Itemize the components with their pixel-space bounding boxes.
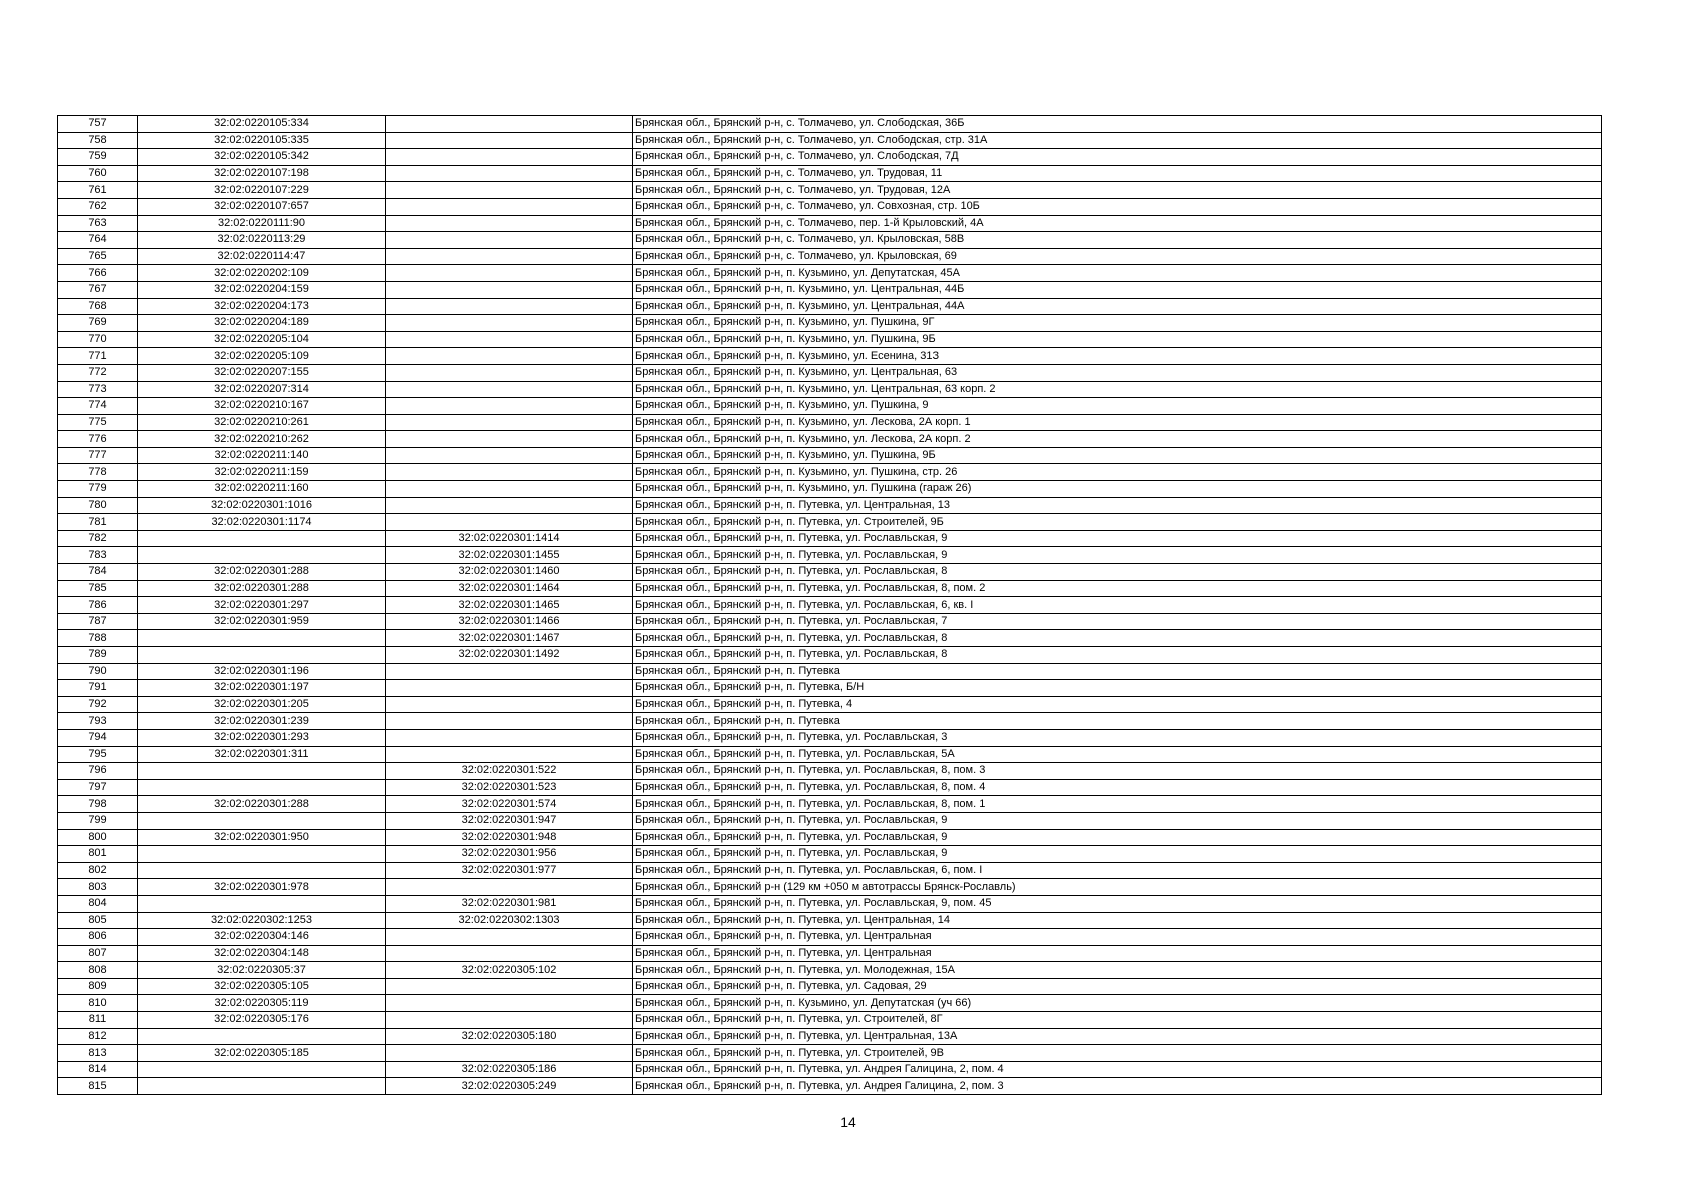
table-row: [58, 895, 1602, 912]
table-row: [58, 331, 1602, 348]
row-number-cell: 808: [58, 962, 138, 979]
building-cadastral-cell: 32:02:0220301:293: [138, 729, 386, 746]
building-cadastral-cell: 32:02:0220305:37: [138, 962, 386, 979]
row-number-cell: 781: [58, 514, 138, 531]
row-number-cell: 802: [58, 862, 138, 879]
row-number-cell: 797: [58, 779, 138, 796]
address-cell: Брянская обл., Брянский р-н, п. Путевка, ул. Рославльская, 8, пом. 3: [633, 763, 1602, 780]
table-row: [58, 613, 1602, 630]
address-cell: Брянская обл., Брянский р-н, п. Путевка, ул. Рославльская, 8: [633, 564, 1602, 581]
address-cell: Брянская обл., Брянский р-н, п. Кузьмино, ул. Пушкина, 9Б: [633, 447, 1602, 464]
address-cell: Брянская обл., Брянский р-н, п. Путевка, ул. Молодежная, 15А: [633, 962, 1602, 979]
row-number-cell: 794: [58, 729, 138, 746]
building-cadastral-cell: 32:02:0220305:105: [138, 978, 386, 995]
row-number-cell: 758: [58, 132, 138, 149]
table-row: [58, 879, 1602, 896]
row-number-cell: 767: [58, 281, 138, 298]
table-row: [58, 812, 1602, 829]
premises-cadastral-cell: [386, 696, 633, 713]
table-row: [58, 929, 1602, 946]
address-cell: Брянская обл., Брянский р-н, п. Кузьмино, ул. Депутатская, 45А: [633, 265, 1602, 282]
table-body: [58, 116, 1602, 1095]
address-cell: Брянская обл., Брянский р-н, п. Путевка, ул. Рославльская, 6, пом. I: [633, 862, 1602, 879]
table-row: [58, 132, 1602, 149]
premises-cadastral-cell: 32:02:0220301:1465: [386, 597, 633, 614]
row-number-cell: 772: [58, 364, 138, 381]
row-number-cell: 803: [58, 879, 138, 896]
building-cadastral-cell: 32:02:0220305:185: [138, 1045, 386, 1062]
row-number-cell: 761: [58, 182, 138, 199]
table-row: [58, 962, 1602, 979]
building-cadastral-cell: 32:02:0220113:29: [138, 232, 386, 249]
address-cell: Брянская обл., Брянский р-н, п. Путевка: [633, 663, 1602, 680]
premises-cadastral-cell: [386, 232, 633, 249]
building-cadastral-cell: 32:02:0220114:47: [138, 248, 386, 265]
building-cadastral-cell: [138, 530, 386, 547]
row-number-cell: 785: [58, 580, 138, 597]
row-number-cell: 783: [58, 547, 138, 564]
address-cell: Брянская обл., Брянский р-н, п. Путевка, ул. Рославльская, 9: [633, 846, 1602, 863]
address-cell: Брянская обл., Брянский р-н, п. Путевка, ул. Садовая, 29: [633, 978, 1602, 995]
row-number-cell: 774: [58, 398, 138, 415]
row-number-cell: 811: [58, 1012, 138, 1029]
premises-cadastral-cell: [386, 265, 633, 282]
building-cadastral-cell: 32:02:0220305:119: [138, 995, 386, 1012]
premises-cadastral-cell: [386, 315, 633, 332]
table-row: [58, 945, 1602, 962]
address-cell: Брянская обл., Брянский р-н, п. Путевка, Б/Н: [633, 680, 1602, 697]
table-row: [58, 564, 1602, 581]
row-number-cell: 793: [58, 713, 138, 730]
address-cell: Брянская обл., Брянский р-н, п. Путевка, ул. Центральная, 13А: [633, 1028, 1602, 1045]
table-row: [58, 348, 1602, 365]
premises-cadastral-cell: [386, 995, 633, 1012]
premises-cadastral-cell: [386, 713, 633, 730]
building-cadastral-cell: 32:02:0220204:189: [138, 315, 386, 332]
table-row: [58, 630, 1602, 647]
row-number-cell: 815: [58, 1078, 138, 1095]
row-number-cell: 773: [58, 381, 138, 398]
address-cell: Брянская обл., Брянский р-н, п. Путевка, ул. Рославльская, 8, пом. 4: [633, 779, 1602, 796]
address-cell: Брянская обл., Брянский р-н, п. Кузьмино, ул. Лескова, 2А корп. 1: [633, 414, 1602, 431]
table-row: [58, 779, 1602, 796]
address-cell: Брянская обл., Брянский р-н, п. Путевка, ул. Рославльская, 8, пом. 2: [633, 580, 1602, 597]
row-number-cell: 762: [58, 198, 138, 215]
address-cell: Брянская обл., Брянский р-н, п. Путевка: [633, 713, 1602, 730]
table-row: [58, 497, 1602, 514]
premises-cadastral-cell: [386, 116, 633, 133]
row-number-cell: 776: [58, 431, 138, 448]
premises-cadastral-cell: 32:02:0220301:948: [386, 829, 633, 846]
premises-cadastral-cell: [386, 381, 633, 398]
building-cadastral-cell: 32:02:0220301:205: [138, 696, 386, 713]
building-cadastral-cell: 32:02:0220301:297: [138, 597, 386, 614]
address-cell: Брянская обл., Брянский р-н, п. Путевка, ул. Центральная, 13: [633, 497, 1602, 514]
building-cadastral-cell: 32:02:0220304:148: [138, 945, 386, 962]
row-number-cell: 809: [58, 978, 138, 995]
table-row: [58, 198, 1602, 215]
premises-cadastral-cell: [386, 364, 633, 381]
table-row: [58, 1045, 1602, 1062]
premises-cadastral-cell: [386, 398, 633, 415]
premises-cadastral-cell: 32:02:0220301:977: [386, 862, 633, 879]
premises-cadastral-cell: 32:02:0220301:1466: [386, 613, 633, 630]
address-cell: Брянская обл., Брянский р-н, п. Путевка, ул. Строителей, 9В: [633, 1045, 1602, 1062]
premises-cadastral-cell: 32:02:0220301:574: [386, 796, 633, 813]
building-cadastral-cell: 32:02:0220204:173: [138, 298, 386, 315]
row-number-cell: 806: [58, 929, 138, 946]
premises-cadastral-cell: [386, 746, 633, 763]
table-row: [58, 1061, 1602, 1078]
row-number-cell: 795: [58, 746, 138, 763]
row-number-cell: 787: [58, 613, 138, 630]
address-cell: Брянская обл., Брянский р-н, п. Кузьмино, ул. Пушкина (гараж 26): [633, 481, 1602, 498]
row-number-cell: 760: [58, 165, 138, 182]
table-row: [58, 978, 1602, 995]
address-cell: Брянская обл., Брянский р-н, п. Кузьмино, ул. Лескова, 2А корп. 2: [633, 431, 1602, 448]
premises-cadastral-cell: [386, 680, 633, 697]
table-row: [58, 398, 1602, 415]
address-cell: Брянская обл., Брянский р-н, с. Толмачево, ул. Слободская, 7Д: [633, 149, 1602, 166]
table-row: [58, 763, 1602, 780]
building-cadastral-cell: [138, 763, 386, 780]
row-number-cell: 784: [58, 564, 138, 581]
row-number-cell: 779: [58, 481, 138, 498]
premises-cadastral-cell: [386, 132, 633, 149]
address-cell: Брянская обл., Брянский р-н, п. Кузьмино, ул. Пушкина, 9Б: [633, 331, 1602, 348]
table-row: [58, 481, 1602, 498]
row-number-cell: 804: [58, 895, 138, 912]
building-cadastral-cell: 32:02:0220301:288: [138, 580, 386, 597]
premises-cadastral-cell: [386, 281, 633, 298]
building-cadastral-cell: [138, 862, 386, 879]
row-number-cell: 766: [58, 265, 138, 282]
premises-cadastral-cell: [386, 464, 633, 481]
table-row: [58, 265, 1602, 282]
address-cell: Брянская обл., Брянский р-н, п. Кузьмино, ул. Пушкина, стр. 26: [633, 464, 1602, 481]
row-number-cell: 780: [58, 497, 138, 514]
address-cell: Брянская обл., Брянский р-н, с. Толмачево, ул. Трудовая, 12А: [633, 182, 1602, 199]
premises-cadastral-cell: 32:02:0220302:1303: [386, 912, 633, 929]
address-cell: Брянская обл., Брянский р-н, п. Путевка, ул. Рославльская, 8: [633, 630, 1602, 647]
row-number-cell: 763: [58, 215, 138, 232]
building-cadastral-cell: [138, 1061, 386, 1078]
address-cell: Брянская обл., Брянский р-н, п. Путевка, ул. Рославльская, 5А: [633, 746, 1602, 763]
building-cadastral-cell: 32:02:0220210:167: [138, 398, 386, 415]
row-number-cell: 812: [58, 1028, 138, 1045]
row-number-cell: 801: [58, 846, 138, 863]
table-row: [58, 862, 1602, 879]
table-row: [58, 298, 1602, 315]
address-cell: Брянская обл., Брянский р-н, с. Толмачево, пер. 1-й Крыловский, 4А: [633, 215, 1602, 232]
address-cell: Брянская обл., Брянский р-н, п. Путевка, ул. Рославльская, 8: [633, 647, 1602, 664]
table-row: [58, 149, 1602, 166]
table-row: [58, 182, 1602, 199]
premises-cadastral-cell: [386, 198, 633, 215]
premises-cadastral-cell: [386, 481, 633, 498]
address-cell: Брянская обл., Брянский р-н, п. Путевка, ул. Андрея Галицина, 2, пом. 4: [633, 1061, 1602, 1078]
premises-cadastral-cell: [386, 497, 633, 514]
row-number-cell: 799: [58, 812, 138, 829]
building-cadastral-cell: 32:02:0220205:109: [138, 348, 386, 365]
table-row: [58, 647, 1602, 664]
address-cell: Брянская обл., Брянский р-н, с. Толмачево, ул. Трудовая, 11: [633, 165, 1602, 182]
premises-cadastral-cell: [386, 348, 633, 365]
building-cadastral-cell: 32:02:0220301:197: [138, 680, 386, 697]
row-number-cell: 789: [58, 647, 138, 664]
address-cell: Брянская обл., Брянский р-н, п. Путевка, ул. Рославльская, 6, кв. I: [633, 597, 1602, 614]
building-cadastral-cell: 32:02:0220301:959: [138, 613, 386, 630]
row-number-cell: 796: [58, 763, 138, 780]
building-cadastral-cell: 32:02:0220210:262: [138, 431, 386, 448]
building-cadastral-cell: 32:02:0220107:198: [138, 165, 386, 182]
table-row: [58, 696, 1602, 713]
table-row: [58, 165, 1602, 182]
building-cadastral-cell: 32:02:0220207:314: [138, 381, 386, 398]
premises-cadastral-cell: [386, 879, 633, 896]
table-row: [58, 829, 1602, 846]
cadastral-table: [57, 115, 1602, 1095]
premises-cadastral-cell: [386, 248, 633, 265]
address-cell: Брянская обл., Брянский р-н, п. Путевка, 4: [633, 696, 1602, 713]
building-cadastral-cell: 32:02:0220301:311: [138, 746, 386, 763]
address-cell: Брянская обл., Брянский р-н, п. Кузьмино, ул. Есенина, 31З: [633, 348, 1602, 365]
address-cell: Брянская обл., Брянский р-н, п. Кузьмино, ул. Депутатская (уч 66): [633, 995, 1602, 1012]
table-row: [58, 447, 1602, 464]
premises-cadastral-cell: [386, 447, 633, 464]
table-row: [58, 215, 1602, 232]
table-row: [58, 281, 1602, 298]
premises-cadastral-cell: [386, 215, 633, 232]
row-number-cell: 786: [58, 597, 138, 614]
row-number-cell: 770: [58, 331, 138, 348]
premises-cadastral-cell: [386, 414, 633, 431]
address-cell: Брянская обл., Брянский р-н, п. Путевка, ул. Строителей, 9Б: [633, 514, 1602, 531]
address-cell: Брянская обл., Брянский р-н, п. Кузьмино, ул. Центральная, 44Б: [633, 281, 1602, 298]
table-row: [58, 248, 1602, 265]
building-cadastral-cell: 32:02:0220105:334: [138, 116, 386, 133]
address-cell: Брянская обл., Брянский р-н, п. Путевка, ул. Андрея Галицина, 2, пом. 3: [633, 1078, 1602, 1095]
row-number-cell: 813: [58, 1045, 138, 1062]
table-row: [58, 1028, 1602, 1045]
row-number-cell: 800: [58, 829, 138, 846]
premises-cadastral-cell: [386, 978, 633, 995]
building-cadastral-cell: [138, 895, 386, 912]
table-row: [58, 912, 1602, 929]
building-cadastral-cell: 32:02:0220301:1016: [138, 497, 386, 514]
premises-cadastral-cell: [386, 149, 633, 166]
address-cell: Брянская обл., Брянский р-н, п. Путевка, ул. Центральная, 14: [633, 912, 1602, 929]
table-row: [58, 597, 1602, 614]
address-cell: Брянская обл., Брянский р-н, п. Путевка, ул. Рославльская, 7: [633, 613, 1602, 630]
building-cadastral-cell: 32:02:0220304:146: [138, 929, 386, 946]
building-cadastral-cell: 32:02:0220107:657: [138, 198, 386, 215]
building-cadastral-cell: 32:02:0220105:342: [138, 149, 386, 166]
building-cadastral-cell: 32:02:0220202:109: [138, 265, 386, 282]
row-number-cell: 807: [58, 945, 138, 962]
building-cadastral-cell: 32:02:0220107:229: [138, 182, 386, 199]
page-number: 14: [840, 1114, 856, 1130]
address-cell: Брянская обл., Брянский р-н, п. Кузьмино, ул. Центральная, 44А: [633, 298, 1602, 315]
address-cell: Брянская обл., Брянский р-н, п. Путевка, ул. Рославльская, 9: [633, 812, 1602, 829]
premises-cadastral-cell: [386, 165, 633, 182]
address-cell: Брянская обл., Брянский р-н, п. Путевка, ул. Рославльская, 9: [633, 530, 1602, 547]
premises-cadastral-cell: [386, 945, 633, 962]
address-cell: Брянская обл., Брянский р-н, п. Путевка, ул. Рославльская, 9: [633, 829, 1602, 846]
premises-cadastral-cell: 32:02:0220301:1467: [386, 630, 633, 647]
row-number-cell: 805: [58, 912, 138, 929]
building-cadastral-cell: 32:02:0220302:1253: [138, 912, 386, 929]
table-row: [58, 796, 1602, 813]
premises-cadastral-cell: 32:02:0220301:1455: [386, 547, 633, 564]
premises-cadastral-cell: 32:02:0220301:1464: [386, 580, 633, 597]
premises-cadastral-cell: [386, 663, 633, 680]
address-cell: Брянская обл., Брянский р-н, с. Толмачево, ул. Совхозная, стр. 10Б: [633, 198, 1602, 215]
address-cell: Брянская обл., Брянский р-н, п. Путевка, ул. Рославльская, 8, пом. 1: [633, 796, 1602, 813]
address-cell: Брянская обл., Брянский р-н, п. Путевка, ул. Центральная: [633, 945, 1602, 962]
building-cadastral-cell: [138, 846, 386, 863]
address-cell: Брянская обл., Брянский р-н, п. Кузьмино, ул. Пушкина, 9: [633, 398, 1602, 415]
building-cadastral-cell: 32:02:0220205:104: [138, 331, 386, 348]
building-cadastral-cell: 32:02:0220301:196: [138, 663, 386, 680]
building-cadastral-cell: 32:02:0220301:288: [138, 796, 386, 813]
row-number-cell: 798: [58, 796, 138, 813]
building-cadastral-cell: [138, 647, 386, 664]
table-row: [58, 116, 1602, 133]
building-cadastral-cell: 32:02:0220211:140: [138, 447, 386, 464]
building-cadastral-cell: 32:02:0220111:90: [138, 215, 386, 232]
premises-cadastral-cell: 32:02:0220301:523: [386, 779, 633, 796]
premises-cadastral-cell: 32:02:0220301:956: [386, 846, 633, 863]
address-cell: Брянская обл., Брянский р-н, с. Толмачево, ул. Слободская, 36Б: [633, 116, 1602, 133]
table-row: [58, 381, 1602, 398]
premises-cadastral-cell: 32:02:0220301:947: [386, 812, 633, 829]
row-number-cell: 788: [58, 630, 138, 647]
row-number-cell: 771: [58, 348, 138, 365]
row-number-cell: 775: [58, 414, 138, 431]
building-cadastral-cell: [138, 547, 386, 564]
address-cell: Брянская обл., Брянский р-н, п. Кузьмино, ул. Центральная, 63: [633, 364, 1602, 381]
table-row: [58, 680, 1602, 697]
table-row: [58, 663, 1602, 680]
building-cadastral-cell: 32:02:0220105:335: [138, 132, 386, 149]
building-cadastral-cell: 32:02:0220301:288: [138, 564, 386, 581]
building-cadastral-cell: 32:02:0220301:950: [138, 829, 386, 846]
building-cadastral-cell: 32:02:0220211:160: [138, 481, 386, 498]
building-cadastral-cell: 32:02:0220207:155: [138, 364, 386, 381]
row-number-cell: 791: [58, 680, 138, 697]
building-cadastral-cell: 32:02:0220210:261: [138, 414, 386, 431]
premises-cadastral-cell: [386, 1012, 633, 1029]
row-number-cell: 769: [58, 315, 138, 332]
address-cell: Брянская обл., Брянский р-н (129 км +050 м автотрассы Брянск-Рославль): [633, 879, 1602, 896]
table-row: [58, 364, 1602, 381]
building-cadastral-cell: 32:02:0220301:978: [138, 879, 386, 896]
address-cell: Брянская обл., Брянский р-н, п. Путевка, ул. Рославльская, 9: [633, 547, 1602, 564]
row-number-cell: 778: [58, 464, 138, 481]
address-cell: Брянская обл., Брянский р-н, п. Путевка, ул. Строителей, 8Г: [633, 1012, 1602, 1029]
address-cell: Брянская обл., Брянский р-н, с. Толмачево, ул. Крыловская, 69: [633, 248, 1602, 265]
premises-cadastral-cell: 32:02:0220305:180: [386, 1028, 633, 1045]
building-cadastral-cell: [138, 1028, 386, 1045]
premises-cadastral-cell: [386, 182, 633, 199]
premises-cadastral-cell: 32:02:0220301:1460: [386, 564, 633, 581]
row-number-cell: 810: [58, 995, 138, 1012]
building-cadastral-cell: [138, 630, 386, 647]
table-row: [58, 232, 1602, 249]
table-row: [58, 1078, 1602, 1095]
premises-cadastral-cell: [386, 331, 633, 348]
building-cadastral-cell: [138, 779, 386, 796]
address-cell: Брянская обл., Брянский р-н, п. Путевка, ул. Рославльская, 3: [633, 729, 1602, 746]
row-number-cell: 790: [58, 663, 138, 680]
table-row: [58, 530, 1602, 547]
table-row: [58, 414, 1602, 431]
premises-cadastral-cell: 32:02:0220301:1414: [386, 530, 633, 547]
table-row: [58, 431, 1602, 448]
premises-cadastral-cell: [386, 729, 633, 746]
building-cadastral-cell: 32:02:0220305:176: [138, 1012, 386, 1029]
building-cadastral-cell: 32:02:0220204:159: [138, 281, 386, 298]
building-cadastral-cell: 32:02:0220211:159: [138, 464, 386, 481]
address-cell: Брянская обл., Брянский р-н, п. Путевка, ул. Рославльская, 9, пом. 45: [633, 895, 1602, 912]
address-cell: Брянская обл., Брянский р-н, с. Толмачево, ул. Слободская, стр. 31А: [633, 132, 1602, 149]
table-row: [58, 547, 1602, 564]
address-cell: Брянская обл., Брянский р-н, п. Путевка, ул. Центральная: [633, 929, 1602, 946]
table-row: [58, 1012, 1602, 1029]
premises-cadastral-cell: [386, 1045, 633, 1062]
row-number-cell: 768: [58, 298, 138, 315]
address-cell: Брянская обл., Брянский р-н, п. Кузьмино, ул. Центральная, 63 корп. 2: [633, 381, 1602, 398]
building-cadastral-cell: 32:02:0220301:1174: [138, 514, 386, 531]
row-number-cell: 757: [58, 116, 138, 133]
table-row: [58, 995, 1602, 1012]
address-cell: Брянская обл., Брянский р-н, п. Кузьмино, ул. Пушкина, 9Г: [633, 315, 1602, 332]
premises-cadastral-cell: [386, 298, 633, 315]
row-number-cell: 792: [58, 696, 138, 713]
row-number-cell: 814: [58, 1061, 138, 1078]
row-number-cell: 764: [58, 232, 138, 249]
building-cadastral-cell: [138, 1078, 386, 1095]
address-cell: Брянская обл., Брянский р-н, с. Толмачево, ул. Крыловская, 58В: [633, 232, 1602, 249]
table-row: [58, 580, 1602, 597]
premises-cadastral-cell: 32:02:0220301:981: [386, 895, 633, 912]
table-row: [58, 315, 1602, 332]
premises-cadastral-cell: 32:02:0220305:186: [386, 1061, 633, 1078]
row-number-cell: 759: [58, 149, 138, 166]
premises-cadastral-cell: [386, 929, 633, 946]
premises-cadastral-cell: 32:02:0220305:102: [386, 962, 633, 979]
premises-cadastral-cell: 32:02:0220305:249: [386, 1078, 633, 1095]
row-number-cell: 765: [58, 248, 138, 265]
building-cadastral-cell: [138, 812, 386, 829]
table-row: [58, 729, 1602, 746]
premises-cadastral-cell: [386, 431, 633, 448]
building-cadastral-cell: 32:02:0220301:239: [138, 713, 386, 730]
premises-cadastral-cell: [386, 514, 633, 531]
row-number-cell: 777: [58, 447, 138, 464]
table-row: [58, 514, 1602, 531]
table-row: [58, 746, 1602, 763]
table-row: [58, 713, 1602, 730]
table-row: [58, 464, 1602, 481]
table-row: [58, 846, 1602, 863]
premises-cadastral-cell: 32:02:0220301:522: [386, 763, 633, 780]
premises-cadastral-cell: 32:02:0220301:1492: [386, 647, 633, 664]
row-number-cell: 782: [58, 530, 138, 547]
